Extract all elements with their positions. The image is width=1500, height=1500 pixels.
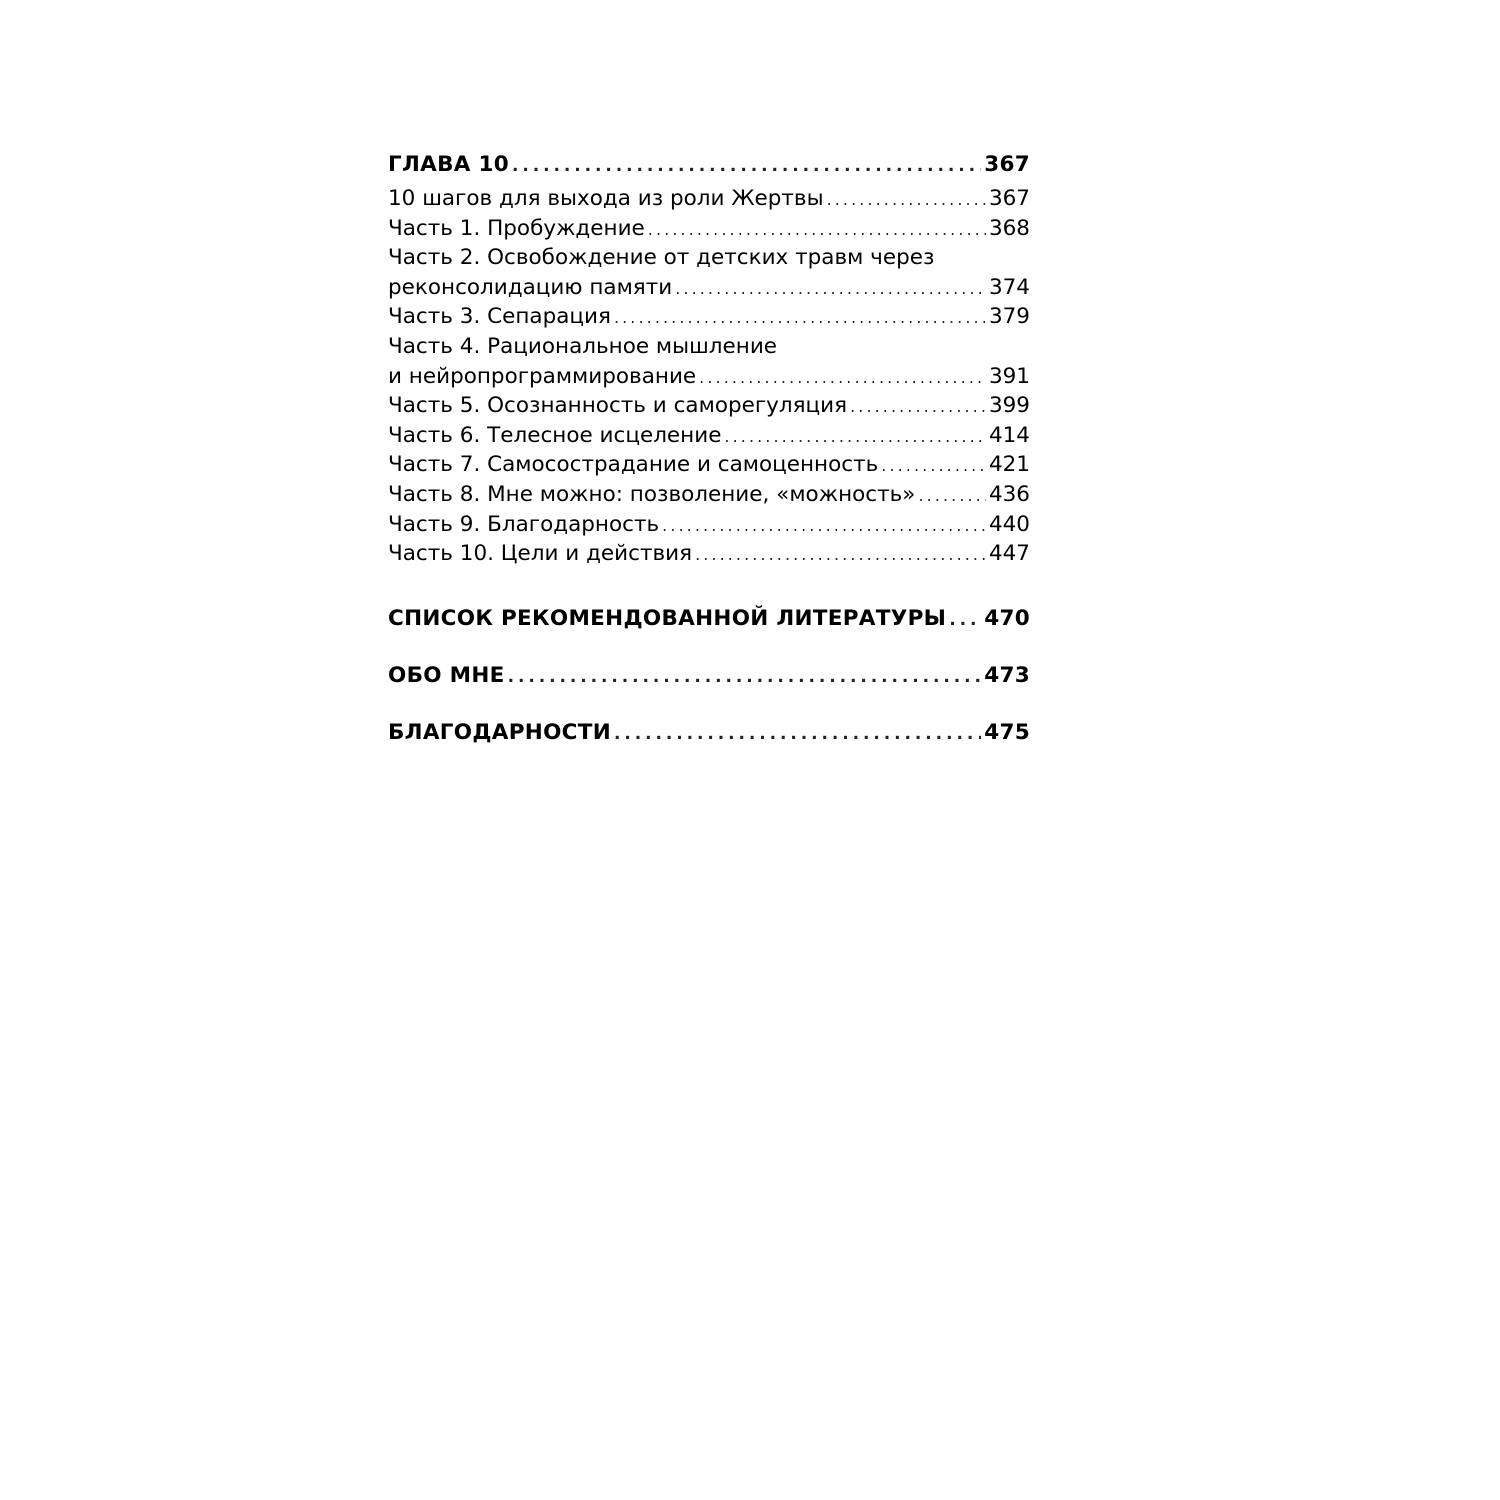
toc-entry-title: ГЛАВА 10 bbox=[388, 152, 510, 177]
toc-page-number: 399 bbox=[988, 393, 1030, 419]
dot-leader bbox=[699, 363, 986, 393]
toc-item-first-line[interactable]: Часть 2. Освобождение от детских травм через bbox=[388, 245, 935, 271]
table-of-contents bbox=[388, 148, 1030, 749]
toc-entry-title: Часть 6. Телесное исцеление bbox=[388, 422, 722, 448]
toc-item[interactable] bbox=[388, 302, 1030, 332]
dot-leader bbox=[512, 150, 981, 183]
toc-item[interactable] bbox=[388, 421, 1030, 451]
toc-thanks[interactable] bbox=[388, 716, 1030, 749]
toc-entry-title: Часть 3. Сепарация bbox=[388, 304, 611, 330]
dot-leader bbox=[695, 540, 986, 570]
toc-entry-title: БЛАГОДАРНОСТИ bbox=[388, 719, 612, 745]
dot-leader bbox=[662, 511, 986, 541]
toc-page-number: 473 bbox=[984, 662, 1030, 688]
toc-chapter-10[interactable] bbox=[388, 148, 1030, 181]
toc-page-number: 367 bbox=[988, 186, 1030, 211]
toc-entry-title: ОБО МНЕ bbox=[388, 662, 505, 688]
toc-entry-title: реконсолидацию памяти bbox=[388, 274, 673, 300]
dot-leader bbox=[827, 185, 986, 215]
toc-page-number: 475 bbox=[984, 719, 1030, 745]
toc-page-number: 421 bbox=[988, 452, 1030, 478]
dot-leader bbox=[724, 422, 986, 452]
toc-page-number: 447 bbox=[988, 541, 1030, 567]
toc-item[interactable] bbox=[388, 391, 1030, 421]
toc-entry-title: Часть 7. Самосострадание и самоценность bbox=[388, 452, 879, 478]
toc-about[interactable] bbox=[388, 659, 1030, 692]
dot-leader bbox=[949, 604, 981, 637]
toc-entry-title: 10 шагов для выхода из роли Жертвы bbox=[388, 186, 824, 211]
toc-page-number: 391 bbox=[988, 363, 1030, 389]
toc-literature[interactable] bbox=[388, 602, 1030, 635]
toc-page-number: 379 bbox=[988, 304, 1030, 330]
toc-page-number: 470 bbox=[984, 605, 1030, 631]
toc-entry-title: Часть 5. Осознанность и саморегуляция bbox=[388, 393, 848, 419]
toc-page-number: 374 bbox=[988, 274, 1030, 300]
toc-page-number: 440 bbox=[988, 511, 1030, 537]
toc-page-number: 368 bbox=[988, 215, 1030, 241]
toc-item[interactable] bbox=[388, 362, 1030, 392]
dot-leader bbox=[675, 274, 986, 304]
toc-item[interactable] bbox=[388, 273, 1030, 303]
toc-page-number: 367 bbox=[984, 152, 1030, 177]
dot-leader bbox=[850, 392, 986, 422]
dot-leader bbox=[614, 303, 986, 333]
dot-leader bbox=[881, 451, 986, 481]
toc-entry-title: СПИСОК РЕКОМЕНДОВАННОЙ ЛИТЕРАТУРЫ bbox=[388, 605, 947, 631]
toc-item[interactable] bbox=[388, 510, 1030, 540]
toc-entry-title: Часть 10. Цели и действия bbox=[388, 541, 693, 567]
toc-item[interactable] bbox=[388, 214, 1030, 244]
toc-item[interactable] bbox=[388, 539, 1030, 569]
toc-entry-title: Часть 1. Пробуждение bbox=[388, 215, 645, 241]
toc-entry-title: и нейропрограммирование bbox=[388, 363, 697, 389]
toc-item[interactable] bbox=[388, 480, 1030, 510]
toc-page-number: 414 bbox=[988, 422, 1030, 448]
dot-leader bbox=[918, 481, 985, 511]
dot-leader bbox=[648, 215, 986, 245]
toc-item[interactable] bbox=[388, 184, 1030, 214]
toc-item[interactable] bbox=[388, 450, 1030, 480]
dot-leader bbox=[614, 718, 981, 751]
toc-page-number: 436 bbox=[988, 481, 1030, 507]
toc-entry-title: Часть 8. Мне можно: позволение, «можность» bbox=[388, 481, 916, 507]
toc-entry-title: Часть 9. Благодарность bbox=[388, 511, 660, 537]
toc-item-first-line[interactable]: Часть 4. Рациональное мышление bbox=[388, 333, 778, 359]
dot-leader bbox=[508, 661, 982, 694]
